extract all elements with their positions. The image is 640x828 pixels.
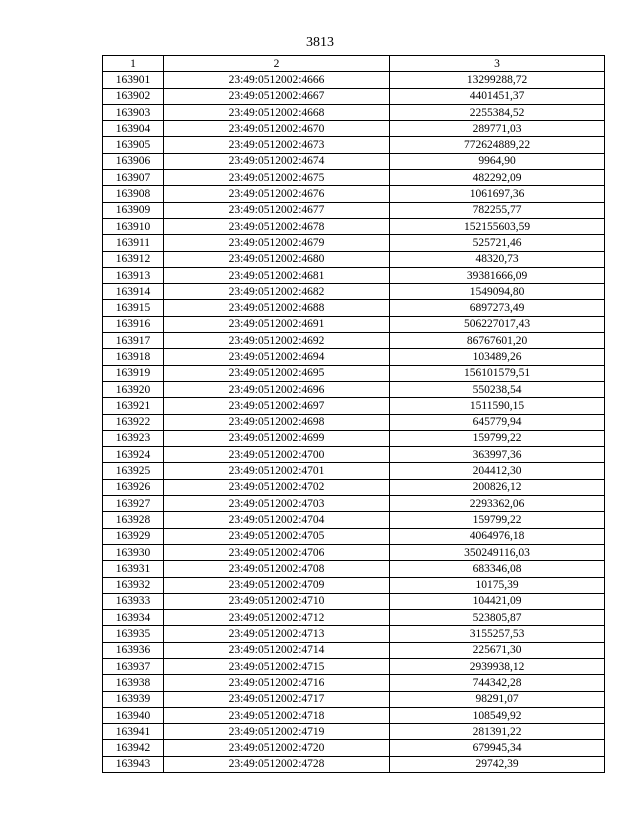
value-cell: 98291,07: [390, 691, 605, 707]
row-number-cell: 163932: [103, 577, 164, 593]
row-number-cell: 163924: [103, 447, 164, 463]
value-cell: 782255,77: [390, 202, 605, 218]
table-row: [103, 349, 605, 365]
table-row: [103, 137, 605, 153]
cadastral-number-cell: 23:49:0512002:4679: [164, 235, 390, 251]
row-number-cell: 163901: [103, 72, 164, 88]
table-row: [103, 333, 605, 349]
value-cell: 289771,03: [390, 121, 605, 137]
table-row: [103, 153, 605, 169]
row-number-cell: 163928: [103, 512, 164, 528]
cadastral-number-cell: 23:49:0512002:4681: [164, 267, 390, 283]
value-cell: 4064976,18: [390, 528, 605, 544]
cadastral-number-cell: 23:49:0512002:4675: [164, 170, 390, 186]
cadastral-number-cell: 23:49:0512002:4670: [164, 121, 390, 137]
table-row: [103, 479, 605, 495]
row-number-cell: 163935: [103, 626, 164, 642]
value-cell: 523805,87: [390, 610, 605, 626]
table-row: [103, 170, 605, 186]
value-cell: 683346,08: [390, 561, 605, 577]
table-row: [103, 740, 605, 756]
row-number-cell: 163914: [103, 284, 164, 300]
value-cell: 645779,94: [390, 414, 605, 430]
cadastral-number-cell: 23:49:0512002:4676: [164, 186, 390, 202]
table-row: [103, 218, 605, 234]
value-cell: 506227017,43: [390, 316, 605, 332]
row-number-cell: 163921: [103, 398, 164, 414]
table-row: [103, 642, 605, 658]
cadastral-number-cell: 23:49:0512002:4695: [164, 365, 390, 381]
page-number: 3813: [306, 35, 334, 50]
row-number-cell: 163931: [103, 561, 164, 577]
row-number-cell: 163919: [103, 365, 164, 381]
row-number-cell: 163937: [103, 658, 164, 674]
table-row: [103, 528, 605, 544]
cadastral-number-cell: 23:49:0512002:4703: [164, 496, 390, 512]
table-row: [103, 675, 605, 691]
cadastral-number-cell: 23:49:0512002:4716: [164, 675, 390, 691]
value-cell: 1511590,15: [390, 398, 605, 414]
value-cell: 159799,22: [390, 430, 605, 446]
row-number-cell: 163926: [103, 479, 164, 495]
table-row: [103, 104, 605, 120]
cadastral-number-cell: 23:49:0512002:4688: [164, 300, 390, 316]
table-row: [103, 398, 605, 414]
table-row: [103, 316, 605, 332]
table-row: [103, 72, 605, 88]
value-cell: 482292,09: [390, 170, 605, 186]
table-row: [103, 202, 605, 218]
table-row: [103, 724, 605, 740]
table-row: [103, 756, 605, 772]
table-row: [103, 414, 605, 430]
table-row: [103, 300, 605, 316]
table-header: [103, 56, 605, 72]
table-body: [103, 72, 605, 773]
row-number-cell: 163933: [103, 593, 164, 609]
row-number-cell: 163912: [103, 251, 164, 267]
value-cell: 13299288,72: [390, 72, 605, 88]
value-cell: 1061697,36: [390, 186, 605, 202]
table-row: [103, 284, 605, 300]
cadastral-number-cell: 23:49:0512002:4704: [164, 512, 390, 528]
table-row: [103, 365, 605, 381]
row-number-cell: 163904: [103, 121, 164, 137]
row-number-cell: 163936: [103, 642, 164, 658]
row-number-cell: 163923: [103, 430, 164, 446]
row-number-cell: 163902: [103, 88, 164, 104]
row-number-cell: 163911: [103, 235, 164, 251]
row-number-cell: 163938: [103, 675, 164, 691]
table-row: [103, 88, 605, 104]
cadastral-number-cell: 23:49:0512002:4677: [164, 202, 390, 218]
cadastral-number-cell: 23:49:0512002:4682: [164, 284, 390, 300]
value-cell: 350249116,03: [390, 544, 605, 560]
row-number-cell: 163910: [103, 218, 164, 234]
column-header-1: 1: [103, 56, 164, 72]
row-number-cell: 163940: [103, 707, 164, 723]
value-cell: 6897273,49: [390, 300, 605, 316]
cadastral-number-cell: 23:49:0512002:4710: [164, 593, 390, 609]
table-row: [103, 691, 605, 707]
value-cell: 225671,30: [390, 642, 605, 658]
column-header-2: 2: [164, 56, 390, 72]
value-cell: 363997,36: [390, 447, 605, 463]
cadastral-number-cell: 23:49:0512002:4718: [164, 707, 390, 723]
table-row: [103, 381, 605, 397]
cadastral-number-cell: 23:49:0512002:4692: [164, 333, 390, 349]
column-header-3: 3: [390, 56, 605, 72]
value-cell: 772624889,22: [390, 137, 605, 153]
cadastral-number-cell: 23:49:0512002:4720: [164, 740, 390, 756]
table-row: [103, 447, 605, 463]
row-number-cell: 163903: [103, 104, 164, 120]
row-number-cell: 163905: [103, 137, 164, 153]
header-row: [103, 56, 605, 72]
table-row: [103, 593, 605, 609]
cadastral-number-cell: 23:49:0512002:4702: [164, 479, 390, 495]
row-number-cell: 163930: [103, 544, 164, 560]
row-number-cell: 163925: [103, 463, 164, 479]
row-number-cell: 163917: [103, 333, 164, 349]
value-cell: 3155257,53: [390, 626, 605, 642]
value-cell: 103489,26: [390, 349, 605, 365]
cadastral-number-cell: 23:49:0512002:4699: [164, 430, 390, 446]
table-row: [103, 577, 605, 593]
cadastral-number-cell: 23:49:0512002:4715: [164, 658, 390, 674]
value-cell: 159799,22: [390, 512, 605, 528]
cadastral-number-cell: 23:49:0512002:4712: [164, 610, 390, 626]
value-cell: 39381666,09: [390, 267, 605, 283]
cadastral-number-cell: 23:49:0512002:4697: [164, 398, 390, 414]
row-number-cell: 163922: [103, 414, 164, 430]
value-cell: 29742,39: [390, 756, 605, 772]
value-cell: 2939938,12: [390, 658, 605, 674]
table-row: [103, 463, 605, 479]
cadastral-number-cell: 23:49:0512002:4705: [164, 528, 390, 544]
value-cell: 156101579,51: [390, 365, 605, 381]
value-cell: 281391,22: [390, 724, 605, 740]
row-number-cell: 163906: [103, 153, 164, 169]
value-cell: 48320,73: [390, 251, 605, 267]
cadastral-number-cell: 23:49:0512002:4717: [164, 691, 390, 707]
value-cell: 2293362,06: [390, 496, 605, 512]
value-cell: 108549,92: [390, 707, 605, 723]
cadastral-number-cell: 23:49:0512002:4708: [164, 561, 390, 577]
cadastral-number-cell: 23:49:0512002:4696: [164, 381, 390, 397]
row-number-cell: 163942: [103, 740, 164, 756]
cadastral-number-cell: 23:49:0512002:4674: [164, 153, 390, 169]
table-row: [103, 251, 605, 267]
cadastral-number-cell: 23:49:0512002:4678: [164, 218, 390, 234]
value-cell: 744342,28: [390, 675, 605, 691]
row-number-cell: 163916: [103, 316, 164, 332]
value-cell: 4401451,37: [390, 88, 605, 104]
row-number-cell: 163929: [103, 528, 164, 544]
row-number-cell: 163915: [103, 300, 164, 316]
row-number-cell: 163939: [103, 691, 164, 707]
value-cell: 2255384,52: [390, 104, 605, 120]
row-number-cell: 163927: [103, 496, 164, 512]
cadastral-number-cell: 23:49:0512002:4713: [164, 626, 390, 642]
cadastral-number-cell: 23:49:0512002:4700: [164, 447, 390, 463]
table-row: [103, 496, 605, 512]
row-number-cell: 163909: [103, 202, 164, 218]
cadastral-number-cell: 23:49:0512002:4680: [164, 251, 390, 267]
cadastral-number-cell: 23:49:0512002:4673: [164, 137, 390, 153]
table-row: [103, 186, 605, 202]
cadastral-number-cell: 23:49:0512002:4694: [164, 349, 390, 365]
row-number-cell: 163913: [103, 267, 164, 283]
table-row: [103, 561, 605, 577]
value-cell: 1549094,80: [390, 284, 605, 300]
value-cell: 525721,46: [390, 235, 605, 251]
cadastral-number-cell: 23:49:0512002:4666: [164, 72, 390, 88]
row-number-cell: 163920: [103, 381, 164, 397]
table-row: [103, 707, 605, 723]
table-row: [103, 658, 605, 674]
value-cell: 10175,39: [390, 577, 605, 593]
table-row: [103, 626, 605, 642]
table-row: [103, 544, 605, 560]
value-cell: 152155603,59: [390, 218, 605, 234]
value-cell: 86767601,20: [390, 333, 605, 349]
cadastral-number-cell: 23:49:0512002:4701: [164, 463, 390, 479]
cadastral-number-cell: 23:49:0512002:4691: [164, 316, 390, 332]
cadastral-number-cell: 23:49:0512002:4667: [164, 88, 390, 104]
cadastral-number-cell: 23:49:0512002:4719: [164, 724, 390, 740]
cadastral-number-cell: 23:49:0512002:4698: [164, 414, 390, 430]
cadastral-number-cell: 23:49:0512002:4728: [164, 756, 390, 772]
cadastral-number-cell: 23:49:0512002:4668: [164, 104, 390, 120]
row-number-cell: 163934: [103, 610, 164, 626]
value-cell: 200826,12: [390, 479, 605, 495]
table-row: [103, 610, 605, 626]
table-row: [103, 267, 605, 283]
data-table: [102, 55, 605, 773]
cadastral-number-cell: 23:49:0512002:4706: [164, 544, 390, 560]
value-cell: 550238,54: [390, 381, 605, 397]
table-row: [103, 430, 605, 446]
value-cell: 9964,90: [390, 153, 605, 169]
row-number-cell: 163941: [103, 724, 164, 740]
row-number-cell: 163918: [103, 349, 164, 365]
table-row: [103, 121, 605, 137]
value-cell: 679945,34: [390, 740, 605, 756]
row-number-cell: 163943: [103, 756, 164, 772]
cadastral-number-cell: 23:49:0512002:4714: [164, 642, 390, 658]
value-cell: 204412,30: [390, 463, 605, 479]
row-number-cell: 163908: [103, 186, 164, 202]
cadastral-number-cell: 23:49:0512002:4709: [164, 577, 390, 593]
table-row: [103, 512, 605, 528]
row-number-cell: 163907: [103, 170, 164, 186]
value-cell: 104421,09: [390, 593, 605, 609]
table-row: [103, 235, 605, 251]
